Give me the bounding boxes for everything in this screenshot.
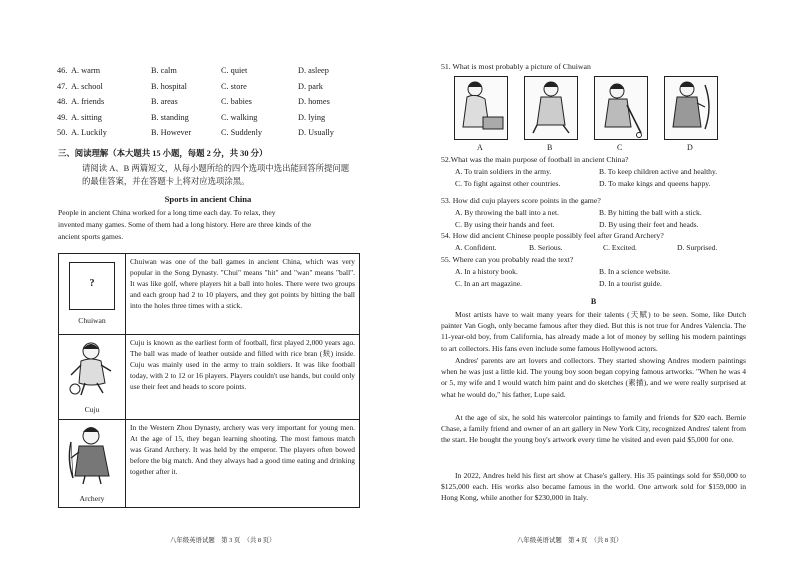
picture-c bbox=[594, 76, 648, 140]
question-53: 53. How did cuju players score points in the game? bbox=[441, 196, 601, 205]
cuju-label: Cuju bbox=[84, 405, 100, 414]
answer-option-d: D. Surprised. bbox=[677, 243, 718, 252]
section-instruction-2: 的最佳答案，并在答题卡上将对应选项涂黑。 bbox=[82, 177, 250, 186]
picture-d-label: D bbox=[687, 143, 693, 152]
right-footer: 八年级英语试题 第 4 页 （共 8 页） bbox=[517, 537, 623, 544]
answer-option-a: A. To train soldiers in the army. bbox=[455, 167, 552, 176]
question-number: 48. bbox=[57, 97, 68, 106]
option-b: B. standing bbox=[151, 112, 189, 122]
question-number: 50. bbox=[57, 128, 68, 137]
answer-option-c: C. In an art magazine. bbox=[455, 279, 523, 288]
option-b: B. areas bbox=[151, 97, 178, 106]
option-b: B. However bbox=[151, 128, 192, 137]
intro-line-3: ancient sports games. bbox=[58, 232, 124, 241]
figure-kneeling-icon bbox=[525, 77, 577, 139]
option-d: D. Usually bbox=[298, 128, 334, 137]
answer-option-b: B. By hitting the ball with a stick. bbox=[599, 208, 702, 217]
picture-b bbox=[524, 76, 578, 140]
option-a: A. Luckily bbox=[71, 128, 107, 137]
answer-option-d: D. In a tourist guide. bbox=[599, 279, 662, 288]
section-instruction-1: 请阅读 A、B 两篇短文，从每小题所给的四个选项中选出能回答所提问题 bbox=[82, 164, 350, 173]
picture-a bbox=[454, 76, 508, 140]
picture-a-label: A bbox=[477, 143, 483, 152]
option-c: C. walking bbox=[221, 112, 258, 122]
intro-line-2: invented many games. Some of them had a long history. Here are three kinds of the bbox=[58, 220, 312, 229]
answer-option-a: A. In a history book. bbox=[455, 267, 518, 276]
answer-option-c: C. Excited. bbox=[603, 243, 637, 252]
cuju-image-cell bbox=[59, 335, 126, 420]
question-number: 49. bbox=[57, 112, 68, 122]
chuiwan-text: Chuiwan was one of the ball games in ancient China, which was very popular in the Song Dynasty. "Chui" means "hit" and "wan" means "ball". It was like golf, where players hit a ball into holes. There were two groups and each group had 2 to 10 players, and they got points by hitting the ball into the holes three times with a stick. bbox=[130, 257, 355, 310]
option-b: B. hospital bbox=[151, 81, 187, 91]
answer-option-b: B. In a science website. bbox=[599, 267, 671, 276]
left-footer: 八年级英语试题 第 3 页 （共 8 页） bbox=[170, 537, 276, 544]
section-title: 三、阅读理解（本大题共 15 小题，每题 2 分，共 30 分） bbox=[58, 149, 268, 158]
answer-option-d: D. By using their feet and heads. bbox=[599, 220, 699, 229]
picture-b-label: B bbox=[547, 143, 553, 152]
question-52: 52.What was the main purpose of football in ancient China? bbox=[441, 155, 629, 164]
answer-option-c: C. To fight against other countries. bbox=[455, 179, 561, 188]
answer-option-d: D. To make kings and queens happy. bbox=[599, 179, 711, 188]
figure-with-bow-icon bbox=[665, 77, 717, 139]
answer-option-b: B. To keep children active and healthy. bbox=[599, 167, 718, 176]
answer-option-a: A. By throwing the ball into a net. bbox=[455, 208, 559, 217]
table-row-archery bbox=[59, 419, 359, 508]
option-d: D. homes bbox=[298, 97, 330, 106]
answer-option-a: A. Confident. bbox=[455, 243, 497, 252]
table-row-chuiwan bbox=[59, 254, 359, 334]
question-54: 54. How did ancient Chinese people possibly feel after Grand Archery? bbox=[441, 231, 664, 240]
archery-text: In the Western Zhou Dynasty, archery was very important for young men. At the age of 15, they began learning shooting. The most famous match was Grand Archery. It was held by the emperor. The players often bowed before the big match. And they always had a good time eating and drinking together after it. bbox=[130, 423, 355, 476]
picture-c-label: C bbox=[617, 143, 623, 152]
option-a: A. friends bbox=[71, 97, 105, 106]
sports-table bbox=[58, 253, 360, 508]
question-number: 47. bbox=[57, 81, 68, 91]
option-c: C. Suddenly bbox=[221, 128, 263, 137]
answer-option-b: B. Serious. bbox=[529, 243, 563, 252]
question-number: 46. bbox=[57, 66, 68, 75]
cuju-player-icon bbox=[67, 339, 117, 399]
intro-line-1: People in ancient China worked for a long time each day. To relax, they bbox=[58, 208, 276, 217]
question-55: 55. Where can you probably read the text? bbox=[441, 255, 574, 264]
chuiwan-image-cell bbox=[59, 254, 126, 334]
passage-b-paragraph-4: In 2022, Andres held his first art show at Chase's gallery. His 35 paintings sold for $50,000 to $125,000 each. His works also became famous in the world. One artwork sold for $159,000 in Hong Kong, while another for $230,000 in Italy. bbox=[441, 471, 746, 503]
option-d: D. park bbox=[298, 81, 323, 91]
figure-playing-instrument-icon bbox=[455, 77, 507, 139]
figure-with-stick-icon bbox=[595, 77, 647, 139]
option-a: A. sitting bbox=[71, 112, 102, 122]
archery-label: Archery bbox=[79, 494, 105, 503]
option-c: C. quiet bbox=[221, 66, 248, 75]
option-a: A. school bbox=[71, 81, 103, 91]
picture-d bbox=[664, 76, 718, 140]
option-d: D. lying bbox=[298, 112, 326, 122]
passage-b-title: B bbox=[590, 297, 597, 306]
archer-icon bbox=[65, 424, 119, 486]
passage-a-title: Sports in ancient China bbox=[164, 194, 252, 204]
option-c: C. store bbox=[221, 81, 247, 91]
chuiwan-label: Chuiwan bbox=[78, 316, 106, 325]
question-51: 51. What is most probably a picture of Chuiwan bbox=[441, 62, 591, 71]
archery-image-cell bbox=[59, 420, 126, 508]
table-row-cuju bbox=[59, 334, 359, 420]
passage-b-paragraph-1: Most artists have to wait many years for their talents (天赋) to be seen. Some, like Dutch painter Van Gogh, only became famous after they died. But this is not true for Andres Valencia. The 11-year-old boy, from California, has already made a lot of money by selling his modern paintings to art collectors. His fans even include some famous Hollywood actors. bbox=[441, 310, 746, 353]
passage-b-paragraph-2: Andres' parents are art lovers and collectors. They started showing Andres modern paintings when he was just a little kid. The young boy soon began copying famous artworks. "When he was 4 or 5, my wife and I would watch him paint and do sketches (素描), and we were really surprised at what he would do," his father, Lupe said. bbox=[441, 356, 746, 399]
passage-b-paragraph-3: At the age of six, he sold his watercolor paintings to family and friends for $20 each. Bernie Chase, a family friend and owner of an art gallery in New York City, recognized Andres' talent from the start. He bought the young boy's artwork every time he visited and even paid $5,000 for one. bbox=[441, 413, 746, 445]
question-mark: ? bbox=[89, 278, 95, 289]
placeholder-box bbox=[69, 262, 115, 310]
option-c: C. babies bbox=[221, 97, 252, 106]
option-a: A. warm bbox=[71, 66, 101, 75]
option-b: B. calm bbox=[151, 66, 177, 75]
cuju-text: Cuju is known as the earliest form of football, first played 2,000 years ago. The ball was made of leather outside and filled with rice bran (麸) inside. Cuju was mainly used in the army to train soldiers. It was like football today, with 2 to 12 or 16 players. Players couldn't use hands, but could only use their feet and heads to score points. bbox=[130, 338, 355, 391]
right-page bbox=[397, 0, 794, 561]
option-d: D. asleep bbox=[298, 66, 329, 75]
answer-option-c: C. By using their hands and feet. bbox=[455, 220, 555, 229]
